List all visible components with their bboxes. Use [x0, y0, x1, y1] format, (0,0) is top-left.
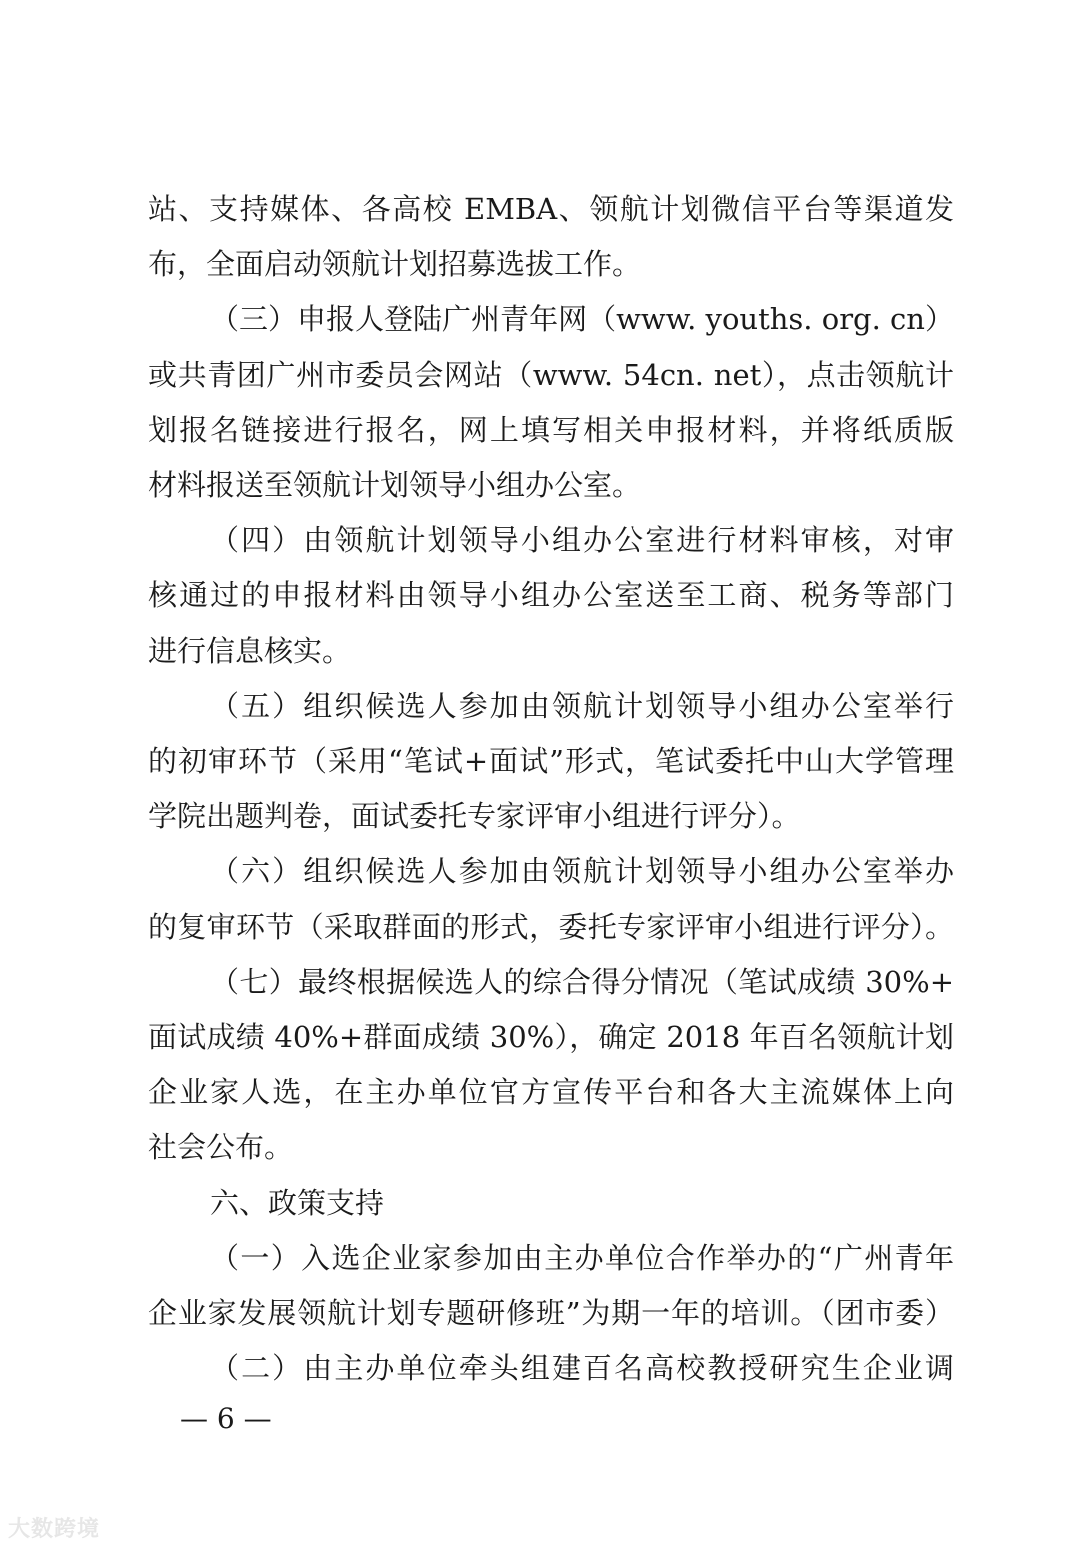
text-line: 材料报送至领航计划领导小组办公室。 — [148, 468, 642, 502]
text-line: 面试成绩 40%+群面成绩 30%），确定 2018 年百名领航计划 — [148, 1020, 954, 1054]
watermark-logo: 大数跨境 — [8, 1517, 101, 1542]
text-line: 进行信息核实。 — [148, 633, 352, 668]
text-line: （四）由领航计划领导小组办公室进行材料审核，对审 — [210, 523, 954, 558]
text-line: （二）由主办单位牵头组建百名高校教授研究生企业调 — [210, 1351, 954, 1386]
text-line: 布，全面启动领航计划招募选拔工作。 — [148, 247, 642, 282]
text-line: 企业家人选，在主办单位官方宣传平台和各大主流媒体上向 — [148, 1075, 954, 1110]
text-line: 企业家发展领航计划专题研修班”为期一年的培训。（团市委） — [148, 1296, 954, 1330]
text-line: 六、政策支持 — [210, 1185, 385, 1220]
text-line: （一）入选企业家参加由主办单位合作举办的“广州青年 — [210, 1240, 954, 1275]
text-line: 的复审环节（采取群面的形式，委托专家评审小组进行评分）。 — [148, 909, 954, 944]
text-line: 站、支持媒体、各高校 EMBA、领航计划微信平台等渠道发 — [148, 192, 954, 226]
text-line: （六）组织候选人参加由领航计划领导小组办公室举办 — [210, 854, 954, 889]
text-line: 或共青团广州市委员会网站（www. 54cn. net），点击领航计 — [148, 357, 954, 392]
text-line: （七）最终根据候选人的综合得分情况（笔试成绩 30%+ — [210, 964, 954, 999]
page-number: — 6 — — [180, 1402, 272, 1435]
text-line: 核通过的申报材料由领导小组办公室送至工商、税务等部门 — [148, 578, 954, 613]
text-line: 社会公布。 — [148, 1130, 294, 1165]
text-line: （五）组织候选人参加由领航计划领导小组办公室举行 — [210, 688, 954, 723]
text-line: （三）申报人登陆广州青年网（www. youths. org. cn） — [210, 302, 954, 337]
text-line: 划报名链接进行报名，网上填写相关申报材料，并将纸质版 — [148, 412, 954, 447]
text-line: 学院出题判卷，面试委托专家评审小组进行评分）。 — [148, 799, 801, 834]
text-line: 的初审环节（采用“笔试+面试”形式，笔试委托中山大学管理 — [148, 744, 954, 778]
